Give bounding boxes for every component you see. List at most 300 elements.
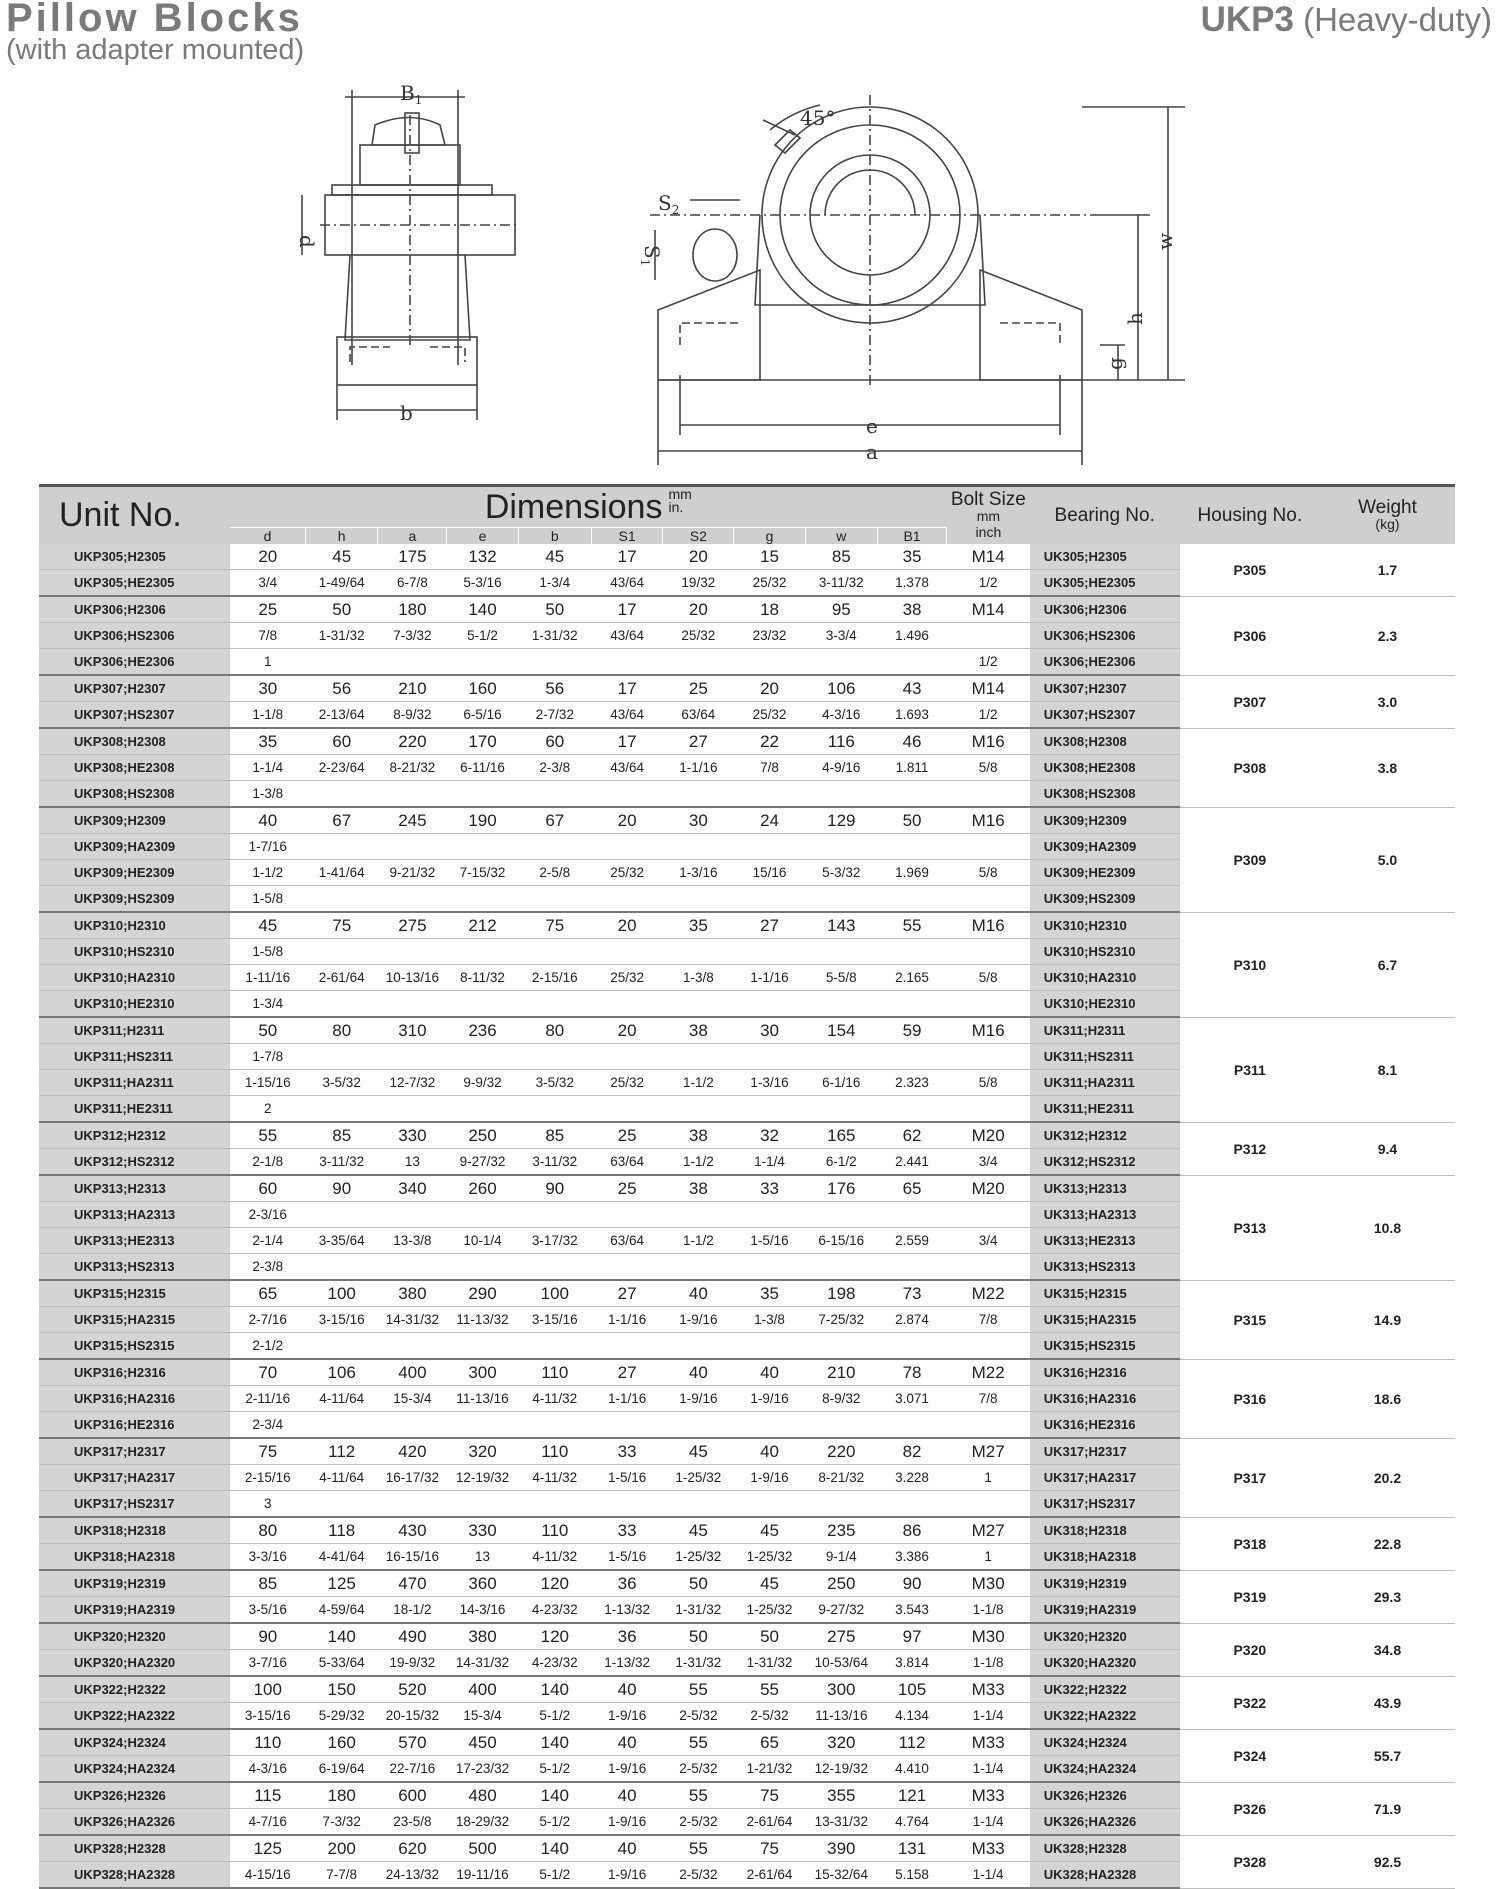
unit-no: UKP328;HA2328 [39,1862,230,1889]
unit-no: UKP305;HE2305 [39,570,230,597]
dim-s2 [663,781,734,808]
dim-a: 18-1/2 [378,1597,447,1624]
dim-d: 4-15/16 [230,1862,306,1889]
dim-b: 120 [518,1623,591,1650]
dim-b [518,1412,591,1439]
bearing-no: UK313;H2313 [1030,1175,1180,1202]
dim-d: 2-1/4 [230,1228,306,1254]
dim-e: 10-1/4 [447,1228,518,1254]
unit-no: UKP322;H2322 [39,1676,230,1703]
dim-s2: 63/64 [663,702,734,729]
col-header-g: g [734,528,805,545]
bearing-no: UK307;H2307 [1030,675,1180,702]
dim-e: 360 [447,1570,518,1597]
dim-a: 20-15/32 [378,1703,447,1730]
dim-g [734,939,805,965]
dim-b1: 3.386 [877,1544,946,1571]
dim-b1: 4.134 [877,1703,946,1730]
dim-g: 20 [734,675,805,702]
label-d: d [295,235,319,248]
unit-no: UKP311;H2311 [39,1017,230,1044]
technical-drawing [0,75,1500,475]
dim-s2: 55 [663,1782,734,1809]
col-header-b1: B1 [877,528,946,545]
dim-b1: 131 [877,1835,946,1862]
table-row [39,1517,1455,1544]
dim-b1: 3.071 [877,1386,946,1412]
dim-s2: 1-1/2 [663,1149,734,1176]
bolt-size: 1/2 [947,570,1030,597]
dim-w: 5-3/32 [805,860,877,886]
dim-b [518,649,591,676]
dim-e: 15-3/4 [447,1703,518,1730]
dim-e: 17-23/32 [447,1756,518,1783]
dim-h: 7-7/8 [306,1862,378,1889]
unit-group [39,1729,1455,1782]
dim-w: 129 [805,807,877,834]
dim-h: 6-19/64 [306,1756,378,1783]
dim-b: 140 [518,1729,591,1756]
dim-b1 [877,1096,946,1123]
weight: 22.8 [1320,1517,1455,1570]
dim-b: 4-23/32 [518,1597,591,1624]
bolt-size [947,834,1030,860]
dim-b: 67 [518,807,591,834]
dim-b: 5-1/2 [518,1756,591,1783]
dim-g: 7/8 [734,755,805,781]
dim-h [306,1412,378,1439]
dim-b: 4-11/32 [518,1544,591,1571]
unit-group [39,1623,1455,1676]
unit-no: UKP322;HA2322 [39,1703,230,1730]
unit-no: UKP305;H2305 [39,544,230,570]
bolt-size: 1/2 [947,649,1030,676]
dim-d: 80 [230,1517,306,1544]
dim-s1: 43/64 [592,623,663,649]
dim-d: 1-7/16 [230,834,306,860]
dim-b [518,1044,591,1070]
label-e: e [866,414,878,438]
housing-no: P324 [1180,1729,1320,1782]
dim-h: 112 [306,1438,378,1465]
dim-e: 250 [447,1122,518,1149]
dim-s2 [663,1333,734,1360]
dim-h: 56 [306,675,378,702]
dim-h: 3-15/16 [306,1307,378,1333]
dim-d: 25 [230,596,306,623]
bearing-no: UK316;HE2316 [1030,1412,1180,1439]
dim-b: 5-1/2 [518,1703,591,1730]
dim-a: 13-3/8 [378,1228,447,1254]
dim-g: 1-5/16 [734,1228,805,1254]
weight: 9.4 [1320,1122,1455,1175]
dim-b [518,886,591,913]
dim-d: 7/8 [230,623,306,649]
label-h: h [1123,312,1147,325]
dim-s1: 63/64 [592,1228,663,1254]
housing-no: P328 [1180,1835,1320,1888]
bolt-size: M16 [947,728,1030,755]
dim-d: 2-3/16 [230,1202,306,1228]
dim-s2 [663,939,734,965]
dim-a: 400 [378,1359,447,1386]
dim-d: 125 [230,1835,306,1862]
dim-s1 [592,991,663,1018]
dim-w [805,991,877,1018]
dim-s1 [592,886,663,913]
dim-b1: 2.441 [877,1149,946,1176]
dim-g: 30 [734,1017,805,1044]
dim-b1 [877,991,946,1018]
dim-b: 90 [518,1175,591,1202]
dim-s1: 17 [592,596,663,623]
header-weight: Weight (kg) [1320,486,1455,545]
weight: 8.1 [1320,1017,1455,1122]
table-row [39,1676,1455,1703]
bearing-no: UK320;HA2320 [1030,1650,1180,1677]
dim-h: 80 [306,1017,378,1044]
bolt-size: 7/8 [947,1386,1030,1412]
bolt-size: M22 [947,1280,1030,1307]
bearing-no: UK311;HA2311 [1030,1070,1180,1096]
dim-s2: 1-9/16 [663,1386,734,1412]
bolt-size: M33 [947,1676,1030,1703]
dim-g: 1-3/8 [734,1307,805,1333]
label-g: g [1103,357,1127,370]
dim-d: 1-11/16 [230,965,306,991]
dim-h: 106 [306,1359,378,1386]
dim-a: 380 [378,1280,447,1307]
dim-b1: 1.378 [877,570,946,597]
dim-w: 165 [805,1122,877,1149]
unit-group [39,1835,1455,1888]
bearing-no: UK317;HA2317 [1030,1465,1180,1491]
dim-h: 160 [306,1729,378,1756]
unit-no: UKP309;H2309 [39,807,230,834]
unit-group [39,1359,1455,1438]
bolt-size: 5/8 [947,965,1030,991]
unit-no: UKP313;HS2313 [39,1254,230,1281]
dim-b: 85 [518,1122,591,1149]
dim-h: 118 [306,1517,378,1544]
dim-a: 15-3/4 [378,1386,447,1412]
dim-g: 1-3/16 [734,1070,805,1096]
unit-no: UKP320;H2320 [39,1623,230,1650]
dim-w: 7-25/32 [805,1307,877,1333]
dim-s2 [663,1202,734,1228]
dim-g: 50 [734,1623,805,1650]
bearing-no: UK320;H2320 [1030,1623,1180,1650]
unit-no: UKP309;HE2309 [39,860,230,886]
table-row [39,1623,1455,1650]
dim-e: 14-3/16 [447,1597,518,1624]
table-row [39,1729,1455,1756]
weight: 43.9 [1320,1676,1455,1729]
dim-h: 1-31/32 [306,623,378,649]
unit-no: UKP313;HA2313 [39,1202,230,1228]
unit-no: UKP324;HA2324 [39,1756,230,1783]
dim-s2: 38 [663,1175,734,1202]
dim-e: 500 [447,1835,518,1862]
dim-w: 275 [805,1623,877,1650]
dim-b: 120 [518,1570,591,1597]
dim-g: 15 [734,544,805,570]
dim-b: 110 [518,1359,591,1386]
bearing-no: UK305;H2305 [1030,544,1180,570]
dim-e [447,1044,518,1070]
dim-b: 3-5/32 [518,1070,591,1096]
dim-e: 212 [447,912,518,939]
dim-s1 [592,1333,663,1360]
dim-s2: 38 [663,1017,734,1044]
dim-g: 55 [734,1676,805,1703]
unit-no: UKP315;HA2315 [39,1307,230,1333]
weight: 29.3 [1320,1570,1455,1623]
unit-group [39,912,1455,1017]
bearing-no: UK311;HS2311 [1030,1044,1180,1070]
table-row [39,807,1455,834]
dim-e [447,1254,518,1281]
bolt-size: M33 [947,1729,1030,1756]
housing-no: P315 [1180,1280,1320,1359]
dim-e [447,1096,518,1123]
dim-s1 [592,1202,663,1228]
bearing-no: UK310;HS2310 [1030,939,1180,965]
dim-d: 2-3/8 [230,1254,306,1281]
dim-h: 90 [306,1175,378,1202]
dim-w: 4-9/16 [805,755,877,781]
dim-s2: 1-1/16 [663,755,734,781]
unit-group [39,544,1455,596]
unit-group [39,1782,1455,1835]
bolt-size: M14 [947,596,1030,623]
unit-no: UKP307;H2307 [39,675,230,702]
dim-g [734,1044,805,1070]
dim-g: 45 [734,1570,805,1597]
bolt-size: 1-1/4 [947,1862,1030,1889]
bolt-size [947,1412,1030,1439]
dim-e: 9-9/32 [447,1070,518,1096]
dim-s2: 25 [663,675,734,702]
dim-a: 330 [378,1122,447,1149]
dim-d: 110 [230,1729,306,1756]
dim-e [447,1412,518,1439]
dim-b: 45 [518,544,591,570]
dim-g: 25/32 [734,702,805,729]
dim-b1: 55 [877,912,946,939]
dim-a: 275 [378,912,447,939]
dim-b: 2-5/8 [518,860,591,886]
dim-b: 1-3/4 [518,570,591,597]
dim-e: 400 [447,1676,518,1703]
bolt-size: M20 [947,1122,1030,1149]
dim-g: 1-1/16 [734,965,805,991]
dim-s2: 50 [663,1570,734,1597]
dim-d: 35 [230,728,306,755]
dim-s1 [592,834,663,860]
dim-e: 140 [447,596,518,623]
dim-g [734,1202,805,1228]
dim-w [805,649,877,676]
dim-h: 5-29/32 [306,1703,378,1730]
bolt-size: M33 [947,1782,1030,1809]
bearing-no: UK326;HA2326 [1030,1809,1180,1836]
table-row [39,1122,1455,1149]
dim-w: 116 [805,728,877,755]
dim-s1: 43/64 [592,702,663,729]
dim-s1 [592,939,663,965]
dim-h: 1-49/64 [306,570,378,597]
dim-d: 3-7/16 [230,1650,306,1677]
dim-w: 210 [805,1359,877,1386]
dim-e: 8-11/32 [447,965,518,991]
page-subtitle: (with adapter mounted) [6,34,305,66]
dim-s1 [592,1412,663,1439]
dim-b1: 97 [877,1623,946,1650]
bearing-no: UK312;H2312 [1030,1122,1180,1149]
dim-w: 176 [805,1175,877,1202]
weight: 71.9 [1320,1782,1455,1835]
dim-b: 1-31/32 [518,623,591,649]
dim-a: 210 [378,675,447,702]
dim-b: 3-15/16 [518,1307,591,1333]
dim-a [378,1044,447,1070]
dim-h [306,1333,378,1360]
bearing-no: UK319;H2319 [1030,1570,1180,1597]
bolt-size: M16 [947,807,1030,834]
dim-d: 1-5/8 [230,939,306,965]
dim-s2 [663,1412,734,1439]
unit-no: UKP326;H2326 [39,1782,230,1809]
dim-e: 12-19/32 [447,1465,518,1491]
dim-e: 13 [447,1544,518,1571]
table-row [39,596,1455,623]
dim-a: 220 [378,728,447,755]
dim-s1 [592,781,663,808]
bearing-no: UK310;HE2310 [1030,991,1180,1018]
dim-s2: 1-25/32 [663,1465,734,1491]
dim-h: 2-61/64 [306,965,378,991]
dim-s2 [663,1096,734,1123]
dim-b: 3-11/32 [518,1149,591,1176]
unit-no: UKP320;HA2320 [39,1650,230,1677]
dim-e: 11-13/32 [447,1307,518,1333]
dim-s2: 1-9/16 [663,1307,734,1333]
dim-b1: 73 [877,1280,946,1307]
bolt-size: 3/4 [947,1149,1030,1176]
housing-no: P312 [1180,1122,1320,1175]
dim-g: 65 [734,1729,805,1756]
dim-h [306,781,378,808]
dim-h: 4-11/64 [306,1386,378,1412]
dim-a: 12-7/32 [378,1070,447,1096]
dim-h: 67 [306,807,378,834]
page-title: Pillow Blocks [6,0,303,40]
dim-b1 [877,1254,946,1281]
bolt-size: M22 [947,1359,1030,1386]
dim-e: 236 [447,1017,518,1044]
table-row [39,1835,1455,1862]
dim-b1: 4.410 [877,1756,946,1783]
bearing-no: UK326;H2326 [1030,1782,1180,1809]
bolt-size: M14 [947,675,1030,702]
dim-b1: 105 [877,1676,946,1703]
label-w: w [1153,232,1177,250]
dim-g [734,991,805,1018]
bolt-size [947,1096,1030,1123]
dim-s1: 43/64 [592,570,663,597]
bearing-no: UK315;HS2315 [1030,1333,1180,1360]
dim-h: 85 [306,1122,378,1149]
weight: 20.2 [1320,1438,1455,1517]
dim-s2: 1-1/2 [663,1070,734,1096]
unit-no: UKP312;H2312 [39,1122,230,1149]
label-b: b [400,401,413,425]
dim-s1: 1-5/16 [592,1544,663,1571]
unit-no: UKP317;H2317 [39,1438,230,1465]
dim-h: 1-41/64 [306,860,378,886]
unit-no: UKP310;HE2310 [39,991,230,1018]
bolt-size [947,1333,1030,1360]
unit-no: UKP326;HA2326 [39,1809,230,1836]
dim-g: 23/32 [734,623,805,649]
weight: 34.8 [1320,1623,1455,1676]
bolt-size: M33 [947,1835,1030,1862]
dim-w: 154 [805,1017,877,1044]
dim-b1: 43 [877,675,946,702]
bearing-no: UK328;H2328 [1030,1835,1180,1862]
dim-h: 2-13/64 [306,702,378,729]
dim-b1 [877,1044,946,1070]
dim-s1: 27 [592,1280,663,1307]
dim-s1: 27 [592,1359,663,1386]
dim-s1: 36 [592,1623,663,1650]
bearing-no: UK312;HS2312 [1030,1149,1180,1176]
dim-b1: 2.559 [877,1228,946,1254]
dim-a: 180 [378,596,447,623]
dim-s1: 20 [592,1017,663,1044]
unit-no: UKP310;H2310 [39,912,230,939]
dim-s1: 17 [592,675,663,702]
table-row [39,912,1455,939]
bolt-size: M27 [947,1517,1030,1544]
unit-group [39,1438,1455,1517]
label-S2: $S_2$ [658,191,680,217]
label-S1: $S_1$ [638,245,664,267]
unit-no: UKP312;HS2312 [39,1149,230,1176]
dim-b1: 112 [877,1729,946,1756]
dim-w [805,1254,877,1281]
dim-d: 4-3/16 [230,1756,306,1783]
unit-group [39,1017,1455,1122]
unit-no: UKP317;HA2317 [39,1465,230,1491]
dim-d: 1-1/4 [230,755,306,781]
dim-d: 100 [230,1676,306,1703]
dim-b1: 1.811 [877,755,946,781]
dim-b1: 121 [877,1782,946,1809]
dim-s1: 25/32 [592,965,663,991]
dim-s1: 25 [592,1175,663,1202]
dim-h: 3-35/64 [306,1228,378,1254]
weight: 55.7 [1320,1729,1455,1782]
unit-no: UKP319;H2319 [39,1570,230,1597]
dim-s2: 40 [663,1280,734,1307]
dim-h: 7-3/32 [306,1809,378,1836]
dim-s2: 55 [663,1835,734,1862]
dim-b: 140 [518,1782,591,1809]
unit-in: in. [668,499,684,515]
bolt-size: M14 [947,544,1030,570]
